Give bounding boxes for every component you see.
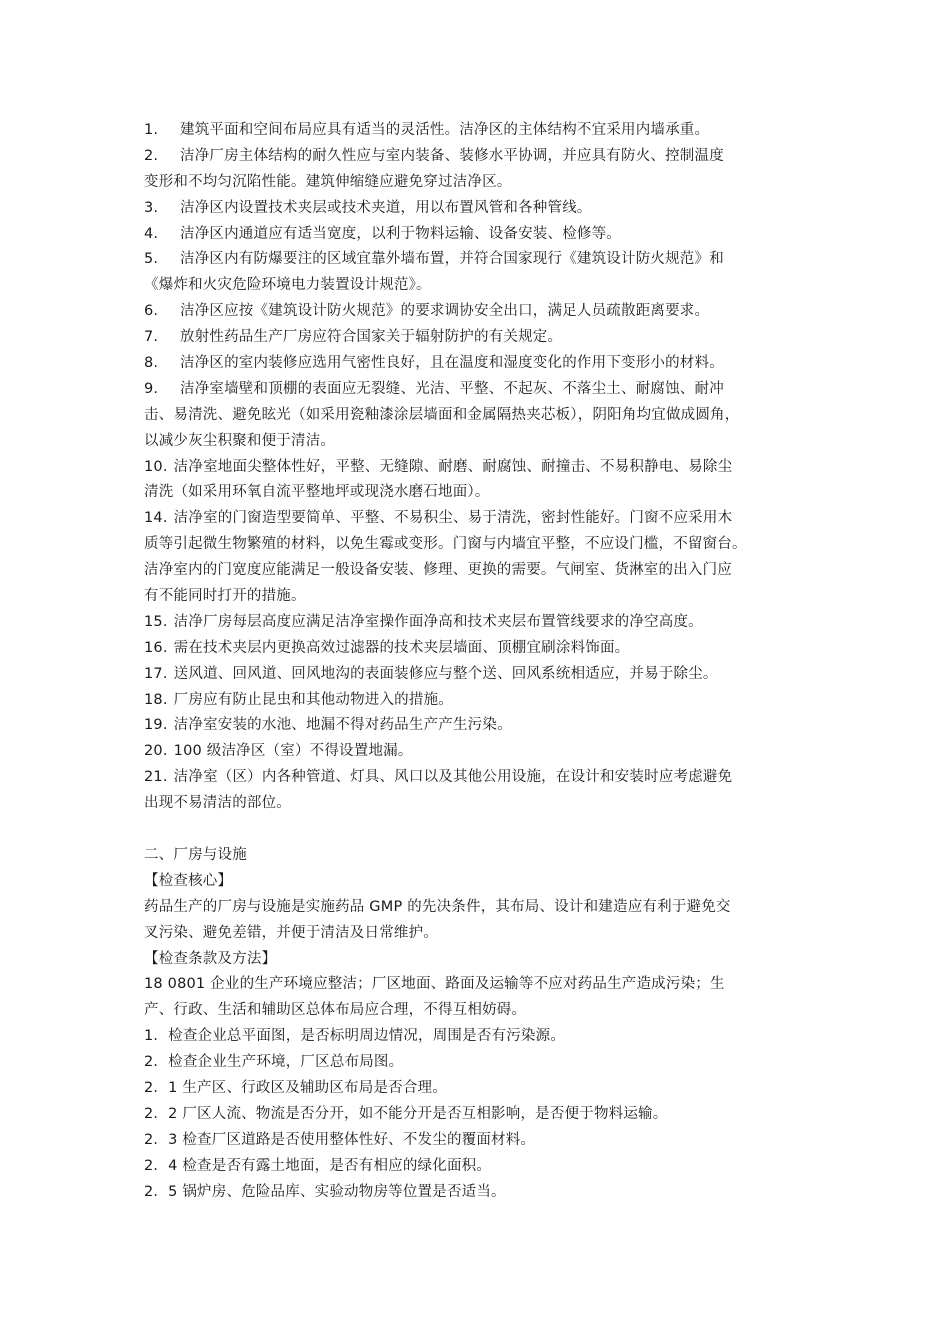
- text-line: [144, 1128, 810, 1154]
- text-line: [144, 480, 810, 506]
- item-number: 20.: [144, 743, 168, 760]
- item-text: 1．检查企业总平面图，是否标明周边情况，周围是否有污染源。: [144, 1028, 566, 1045]
- item-number: 2.: [144, 147, 159, 164]
- text-line: [144, 1154, 810, 1180]
- item-text: 洁净室墙壁和顶棚的表面应无裂缝、光洁、平整、不起灰、不落尘土、耐腐蚀、耐冲: [180, 380, 724, 397]
- item-text: 击、易清洗、避免眩光（如采用瓷釉漆涂层墙面和金属隔热夹芯板），阴阳角均宜做成圆角，: [144, 406, 740, 423]
- text-line: [144, 325, 810, 351]
- text-line: [144, 351, 810, 377]
- text-line: [144, 895, 810, 921]
- item-text: 厂房应有防止昆虫和其他动物进入的措施。: [173, 691, 453, 708]
- text-line: [144, 921, 810, 947]
- text-line: [144, 636, 810, 662]
- item-text: 产、行政、生活和辅助区总体布局应合理，不得互相妨碍。: [144, 1002, 527, 1019]
- item-text: 洁净室地面尖整体性好，平整、无缝隙、耐磨、耐腐蚀、耐撞击、不易积静电、易除尘: [173, 458, 733, 475]
- item-text: 变形和不均匀沉陷性能。建筑伸缩缝应避免穿过洁净区。: [144, 173, 512, 190]
- item-text: 洁净区应按《建筑设计防火规范》的要求调协安全出口，满足人员疏散距离要求。: [180, 303, 710, 320]
- section-heading: [144, 843, 810, 869]
- text-line: [144, 429, 810, 455]
- item-text: 洁净室（区）内各种管道、灯具、风口以及其他公用设施，在设计和安装时应考虑避免: [173, 769, 733, 786]
- item-text: 2．检查企业生产环境，厂区总布局图。: [144, 1054, 404, 1071]
- text-line: [144, 403, 810, 429]
- text-line: [144, 1180, 810, 1206]
- text-line: [144, 662, 810, 688]
- item-text: 药品生产的厂房与设施是实施药品 GMP 的先决条件，其布局、设计和建造应有利于避免交: [144, 898, 731, 915]
- item-number: 7.: [144, 329, 159, 346]
- item-number: 4.: [144, 225, 159, 242]
- item-number: 3.: [144, 199, 159, 216]
- item-text: 洁净区内通道应有适当宽度，以利于物料运输、设备安装、检修等。: [180, 225, 621, 242]
- item-number: 16.: [144, 639, 168, 656]
- text-line: [144, 1102, 810, 1128]
- text-line: [144, 196, 810, 222]
- item-text: 以减少灰尘积聚和便于清洁。: [144, 432, 336, 449]
- item-text: 100 级洁净区（室）不得设置地漏。: [173, 743, 413, 760]
- text-line: [144, 713, 810, 739]
- text-line: [144, 377, 810, 403]
- text-line: [144, 610, 810, 636]
- text-line: [144, 972, 810, 998]
- item-text: 需在技术夹层内更换高效过滤器的技术夹层墙面、顶棚宜刷涂料饰面。: [173, 639, 630, 656]
- subsection-label-text: 【检查条款及方法】: [144, 950, 277, 967]
- item-text: 放射性药品生产厂房应符合国家关于辐射防护的有关规定。: [180, 329, 563, 346]
- item-number: 17.: [144, 665, 168, 682]
- text-line: [144, 532, 810, 558]
- subsection-label: [144, 869, 810, 895]
- text-line: [144, 739, 810, 765]
- item-text: 洁净区内设置技术夹层或技术夹道，用以布置风管和各种管线。: [180, 199, 592, 216]
- item-number: 14.: [144, 510, 168, 527]
- text-line: [144, 506, 810, 532]
- text-line: [144, 1024, 810, 1050]
- item-text: 18 0801 企业的生产环境应整洁；厂区地面、路面及运输等不应对药品生产造成污染；生: [144, 976, 725, 993]
- item-text: 叉污染、避免差错，并便于清洁及日常维护。: [144, 924, 438, 941]
- item-text: 2．3 检查厂区道路是否使用整体性好、不发尘的覆面材料。: [144, 1131, 536, 1148]
- item-text: 2．5 锅炉房、危险品库、实验动物房等位置是否适当。: [144, 1183, 506, 1200]
- item-number: 5.: [144, 251, 159, 268]
- text-line: [144, 144, 810, 170]
- text-line: [144, 247, 810, 273]
- item-number: 15.: [144, 613, 168, 630]
- item-text: 出现不易清洁的部位。: [144, 795, 291, 812]
- item-text: 洁净室内的门宽度应能满足一般设备安装、修理、更换的需要。气闸室、货淋室的出入门应: [144, 562, 732, 579]
- item-number: 10.: [144, 458, 168, 475]
- item-text: 《爆炸和火灾危险环境电力装置设计规范》。: [144, 277, 431, 294]
- item-text: 2．4 检查是否有露土地面，是否有相应的绿化面积。: [144, 1157, 492, 1174]
- document-body: [144, 118, 810, 1205]
- item-number: 9.: [144, 380, 159, 397]
- text-line: [144, 584, 810, 610]
- text-line: [144, 558, 810, 584]
- text-line: [144, 998, 810, 1024]
- item-number: 1.: [144, 122, 159, 138]
- text-line: [144, 118, 810, 144]
- text-line: [144, 170, 810, 196]
- item-number: 21.: [144, 769, 168, 786]
- item-text: 送风道、回风道、回风地沟的表面装修应与整个送、回风系统相适应，并易于除尘。: [173, 665, 718, 682]
- text-line: [144, 1050, 810, 1076]
- text-line: [144, 1076, 810, 1102]
- item-text: 洁净室安装的水池、地漏不得对药品生产产生污染。: [173, 717, 512, 734]
- item-text: 洁净厂房主体结构的耐久性应与室内装备、装修水平协调，并应具有防火、控制温度: [180, 147, 724, 164]
- item-text: 2．2 厂区人流、物流是否分开，如不能分开是否互相影响，是否便于物料运输。: [144, 1105, 668, 1122]
- item-number: 6.: [144, 303, 159, 320]
- item-text: 洁净区内有防爆要注的区域宜靠外墙布置，并符合国家现行《建筑设计防火规范》和: [180, 251, 724, 268]
- item-text: 洁净室的门窗造型要简单、平整、不易积尘、易于清洗，密封性能好。门窗不应采用木: [173, 510, 733, 527]
- text-line: [144, 688, 810, 714]
- text-line: [144, 273, 810, 299]
- subsection-label-text: 【检查核心】: [144, 872, 233, 889]
- text-line: [144, 791, 810, 817]
- blank-line: [144, 817, 810, 843]
- text-line: [144, 299, 810, 325]
- item-number: 8.: [144, 355, 159, 372]
- text-line: [144, 765, 810, 791]
- item-text: 质等引起微生物繁殖的材料，以免生霉或变形。门窗与内墙宜平整，不应设门槛，不留窗台。: [144, 536, 747, 553]
- subsection-label: [144, 947, 810, 973]
- section-heading-text: 二、厂房与设施: [144, 846, 247, 863]
- item-text: 洁净厂房每层高度应满足洁净室操作面净高和技术夹层布置管线要求的净空高度。: [173, 613, 703, 630]
- item-number: 18.: [144, 691, 168, 708]
- item-number: 19.: [144, 717, 168, 734]
- text-line: [144, 222, 810, 248]
- item-text: 清洗（如采用环氧自流平整地坪或现浇水磨石地面）。: [144, 484, 490, 501]
- item-text: 建筑平面和空间布局应具有适当的灵活性。洁净区的主体结构不宜采用内墙承重。: [180, 122, 710, 138]
- item-text: 有不能同时打开的措施。: [144, 588, 306, 605]
- item-text: 洁净区的室内装修应选用气密性良好，且在温度和湿度变化的作用下变形小的材料。: [180, 355, 724, 372]
- item-text: 2．1 生产区、行政区及辅助区布局是否合理。: [144, 1079, 447, 1096]
- text-line: [144, 455, 810, 481]
